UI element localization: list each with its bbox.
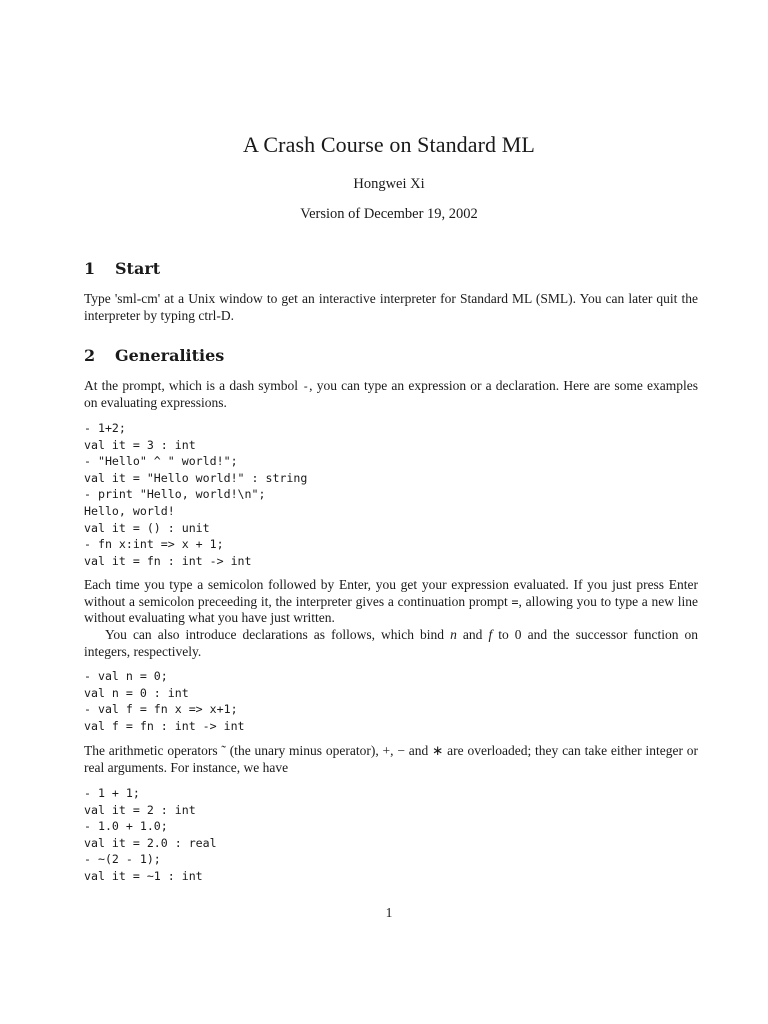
code-block-arithmetic bbox=[84, 785, 217, 885]
code-line: Hello, world! bbox=[84, 503, 175, 518]
intro-text-before: At the prompt, which is a dash symbol bbox=[84, 378, 303, 393]
prompt-dash-symbol: - bbox=[302, 379, 310, 393]
code-line: - val n = 0; bbox=[84, 669, 168, 683]
arithmetic-paragraph: The arithmetic operators ˜ (the unary minus operator), +, − and ∗ are overloaded; they can take either integer or real arguments. For instance, we have bbox=[84, 743, 698, 775]
code-line: val n = 0 : int bbox=[84, 685, 189, 700]
code-line: val it = ~1 : int bbox=[84, 868, 203, 883]
section-title: Start bbox=[115, 259, 161, 278]
variable-f: f bbox=[488, 627, 493, 642]
section-heading-start bbox=[84, 259, 160, 278]
code-line: val it = 3 : int bbox=[84, 437, 196, 452]
para3-text-3: to 0 and the successor function on integers, respectively. bbox=[84, 627, 698, 659]
para3-text-1: You can also introduce declarations as follows, which bind bbox=[105, 627, 451, 642]
para3-text-2: and bbox=[456, 627, 489, 642]
variable-n: n bbox=[450, 627, 457, 642]
continuation-paragraph bbox=[84, 577, 698, 627]
code-block-expressions bbox=[84, 420, 307, 569]
code-line: - 1 + 1; bbox=[84, 786, 140, 800]
code-line: - 1+2; bbox=[84, 421, 126, 435]
document-date: Version of December 19, 2002 bbox=[300, 206, 478, 222]
document-title: A Crash Course on Standard ML bbox=[243, 132, 535, 157]
code-line: val it = 2.0 : real bbox=[84, 835, 217, 850]
code-line: - print "Hello, world!\n"; bbox=[84, 487, 266, 502]
declarations-paragraph bbox=[84, 627, 698, 660]
code-line: val it = "Hello world!" : string bbox=[84, 470, 308, 485]
para2-text-before: Each time you type a semicolon followed by Enter, you get your expression evaluated. If you just press Enter without a semicolon preceeding it, the interpreter gives a continuation prompt bbox=[84, 577, 698, 609]
code-line: val f = fn : int -> int bbox=[84, 718, 245, 733]
section-number: 2 bbox=[84, 346, 96, 365]
para2-text-after: , allowing you to type a new line without evaluating what you have just written. bbox=[84, 593, 698, 625]
code-line: - "Hello" ^ " world!"; bbox=[84, 454, 238, 469]
code-block-declarations bbox=[84, 668, 245, 734]
code-line: val it = 2 : int bbox=[84, 802, 196, 817]
code-line: val it = () : unit bbox=[84, 520, 210, 535]
continuation-prompt-symbol: = bbox=[511, 594, 519, 609]
code-line: - val f = fn x => x+1; bbox=[84, 702, 238, 717]
document-author: Hongwei Xi bbox=[353, 176, 425, 192]
section-heading-generalities bbox=[84, 346, 224, 365]
section-title: Generalities bbox=[115, 346, 225, 365]
section-number: 1 bbox=[84, 259, 96, 278]
page-number: 1 bbox=[385, 905, 393, 920]
section-start-paragraph: Type 'sml-cm' at a Unix window to get an interactive interpreter for Standard ML (SML). You can later quit the interpreter by typing ctrl-D. bbox=[84, 291, 698, 323]
code-line: val it = fn : int -> int bbox=[84, 553, 252, 568]
code-line: - 1.0 + 1.0; bbox=[84, 819, 168, 834]
code-line: - fn x:int => x + 1; bbox=[84, 537, 224, 552]
generalities-intro-paragraph bbox=[84, 378, 698, 411]
intro-text-after: , you can type an expression or a declaration. Here are some examples on evaluating expressions. bbox=[84, 378, 698, 410]
code-line: - ~(2 - 1); bbox=[84, 852, 161, 867]
